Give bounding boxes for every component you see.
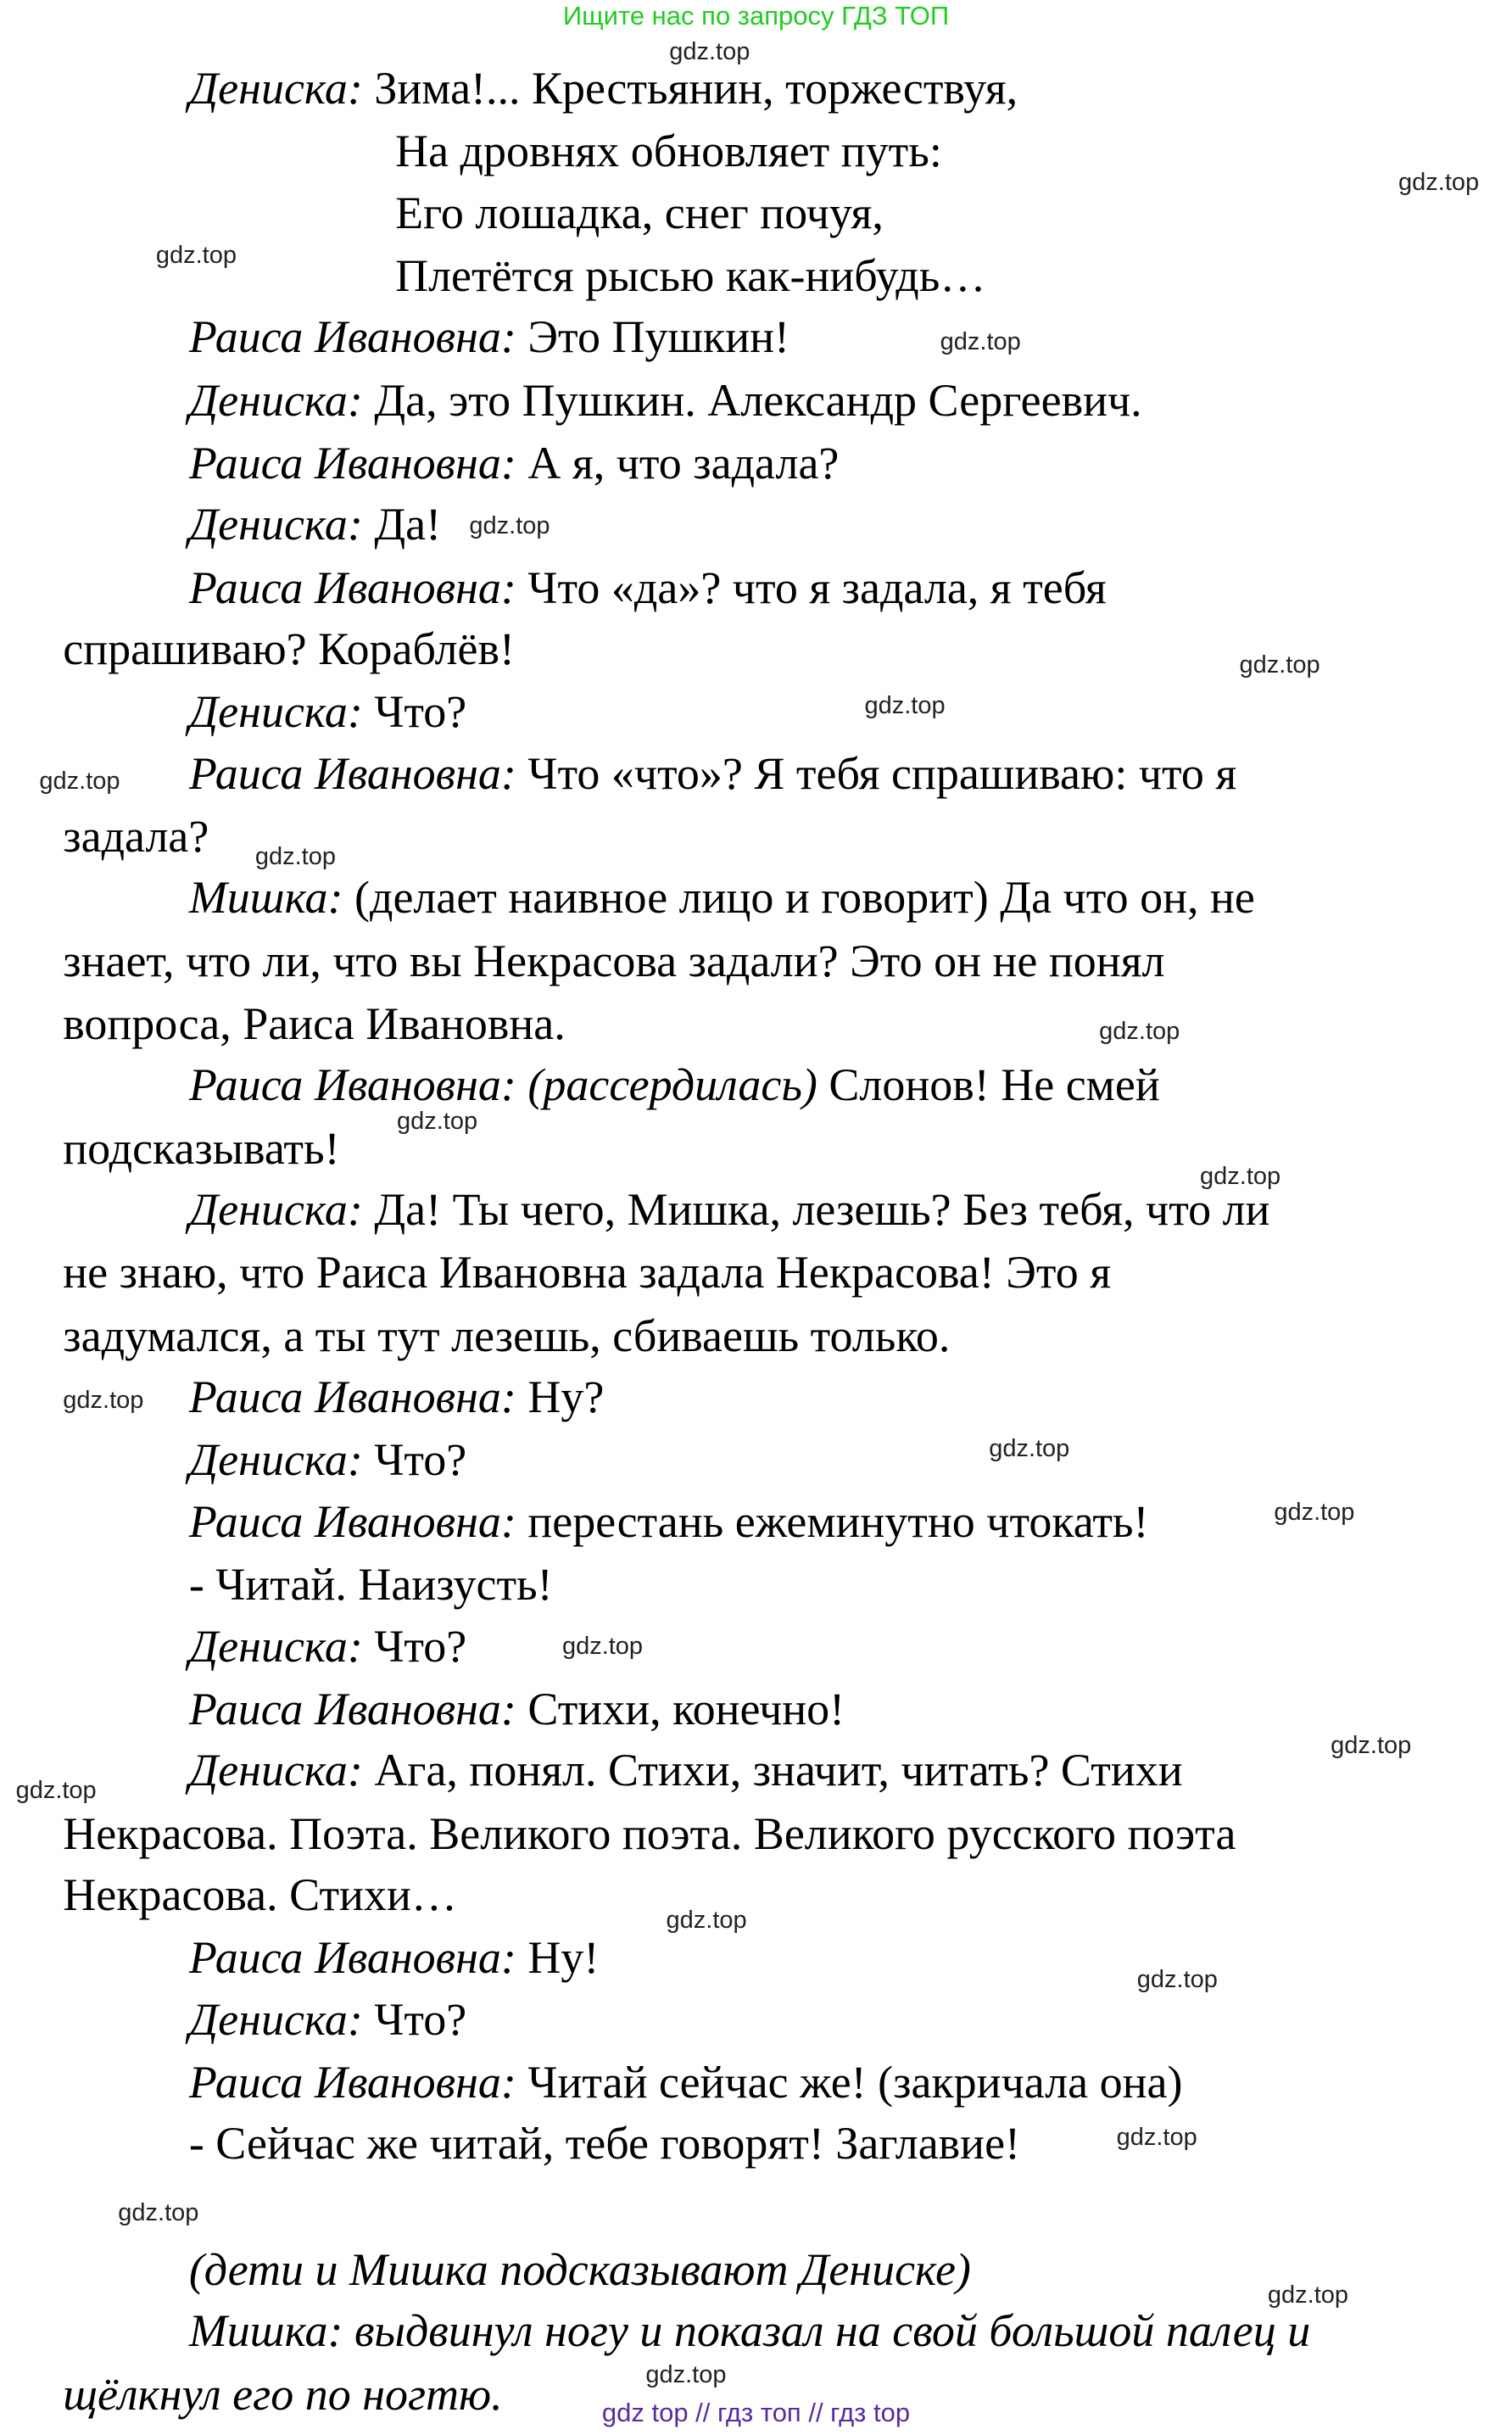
line-text: Что «да»? что я задала, я тебя (516, 561, 1107, 613)
line-text: Да, это Пушкин. Александр Сергеевич. (362, 374, 1142, 426)
text-line (189, 1679, 845, 1739)
line-text: Что? (362, 1993, 467, 2045)
text-line (63, 1865, 457, 1924)
watermark: gdz.top (645, 2361, 727, 2389)
line-text: Что? (362, 1620, 467, 1672)
watermark: gdz.top (1267, 2281, 1349, 2309)
line-text: не знаю, что Раиса Ивановна задала Некрасова! Это я (63, 1247, 1112, 1298)
footer-links[interactable]: gdz top // гдз топ // гдз top (601, 2398, 911, 2427)
speaker-label: Раиса Ивановна: (188, 437, 516, 489)
line-text: Зима!... Крестьянин, торжествуя, (362, 62, 1018, 114)
line-text: Да! Ты чего, Мишка, лезешь? Без тебя, что ли (362, 1184, 1270, 1236)
text-line (189, 1990, 466, 2049)
text-line (189, 2114, 1020, 2173)
line-text: На дровнях обновляет путь: (395, 126, 942, 177)
speaker-label: Раиса Ивановна: (188, 311, 516, 363)
watermark: gdz.top (396, 1108, 478, 1136)
text-line (63, 1804, 1236, 1863)
text-line (395, 183, 884, 243)
speaker-label: Раиса Ивановна: (188, 1371, 516, 1423)
line-text: Плетётся рысью как-нибудь… (395, 249, 986, 301)
line-text: Это Пушкин! (516, 311, 790, 363)
text-line (189, 1055, 1160, 1114)
line-text: Слонов! Не смей (817, 1059, 1160, 1111)
text-line (189, 868, 1255, 927)
line-text: Некрасова. Стихи… (63, 1868, 457, 1920)
text-line (63, 1306, 950, 1365)
search-banner: Ищите нас по запросу ГДЗ ТОП (562, 1, 950, 31)
text-line (189, 558, 1107, 617)
line-text: Ага, понял. Стихи, значит, читать? Стихи (362, 1745, 1183, 1796)
watermark: gdz.top (15, 1777, 97, 1805)
speaker-label: щёлкнул его по ногтю. (63, 2368, 503, 2420)
watermark: gdz.top (561, 1632, 644, 1660)
watermark: gdz.top (39, 768, 120, 796)
watermark: gdz.top (1398, 169, 1480, 197)
speaker-label: (дети и Мишка подсказывают Дениске) (188, 2243, 971, 2295)
speaker-label: Дениска: (188, 1745, 363, 1796)
speaker-label: Раиса Ивановна: (188, 1932, 516, 1984)
text-line (189, 59, 1018, 118)
line-text: Читай сейчас же! (закричала она) (516, 2056, 1183, 2108)
line-text: Что «что»? Я тебя спрашиваю: что я (516, 747, 1237, 799)
line-text: подсказывать! (63, 1122, 340, 1174)
text-line (189, 1367, 605, 1427)
speaker-label: Дениска: (188, 1184, 363, 1236)
text-line (189, 494, 441, 554)
speaker-label: Раиса Ивановна: (рассердилась) (188, 1059, 817, 1111)
speaker-label: Мишка: выдвинул ногу и показал на свой большой палец и (188, 2305, 1311, 2357)
watermark: gdz.top (254, 843, 336, 871)
line-text: Стихи, конечно! (516, 1683, 845, 1734)
line-text: Некрасова. Поэта. Великого поэта. Великого русского поэта (63, 1807, 1236, 1859)
line-text: Ну! (516, 1932, 600, 1984)
watermark: gdz.top (666, 1906, 747, 1934)
line-text: - Читай. Наизусть! (188, 1559, 553, 1611)
line-text: А я, что задала? (516, 437, 840, 489)
text-line (189, 1555, 553, 1614)
text-line (189, 1617, 466, 1676)
speaker-label: Раиса Ивановна: (188, 1495, 516, 1547)
line-text: Что? (362, 686, 467, 738)
text-line (63, 619, 515, 679)
text-line (63, 1119, 339, 1178)
text-line (189, 2301, 1310, 2360)
watermark: gdz.top (1239, 651, 1320, 679)
text-line (189, 744, 1236, 803)
speaker-label: Дениска: (188, 1993, 363, 2045)
watermark: gdz.top (1136, 1966, 1218, 1994)
watermark: gdz.top (989, 1435, 1070, 1463)
line-text: вопроса, Раиса Ивановна. (63, 998, 566, 1050)
watermark: gdz.top (118, 2199, 199, 2227)
watermark: gdz.top (940, 327, 1021, 355)
watermark: gdz.top (469, 512, 550, 540)
text-line (395, 246, 985, 305)
watermark: gdz.top (1116, 2123, 1197, 2151)
watermark: gdz.top (669, 38, 750, 66)
watermark: gdz.top (1200, 1163, 1281, 1191)
text-line (189, 1430, 466, 1489)
text-line (189, 1928, 600, 1987)
watermark: gdz.top (1274, 1498, 1355, 1526)
text-line (189, 1492, 1149, 1551)
speaker-label: Дениска: (188, 1434, 363, 1486)
speaker-label: Дениска: (188, 686, 363, 738)
text-line (189, 1180, 1270, 1239)
line-text: Ну? (516, 1371, 605, 1423)
speaker-label: Дениска: (188, 1620, 363, 1672)
speaker-label: Раиса Ивановна: (188, 1683, 516, 1734)
text-line (189, 371, 1142, 430)
speaker-label: Мишка: (188, 872, 343, 924)
line-text: перестань ежеминутно чтокать! (516, 1495, 1149, 1547)
watermark: gdz.top (1331, 1731, 1412, 1759)
line-text: спрашиваю? Кораблёв! (63, 623, 515, 675)
line-text: знает, что ли, что вы Некрасова задали? Это он не понял (63, 935, 1165, 986)
text-line (189, 2052, 1183, 2112)
line-text: Да! (362, 499, 442, 550)
text-line (63, 807, 209, 866)
text-line (63, 1243, 1111, 1302)
text-line (189, 2240, 971, 2299)
speaker-label: Дениска: (188, 62, 363, 114)
text-line (63, 994, 565, 1053)
text-line (189, 682, 466, 741)
speaker-label: Дениска: (188, 374, 363, 426)
watermark: gdz.top (1099, 1018, 1180, 1046)
text-line (189, 433, 840, 493)
speaker-label: Раиса Ивановна: (188, 561, 516, 613)
line-text: (делает наивное лицо и говорит) Да что он, не (343, 872, 1255, 924)
line-text: Его лошадка, снег почуя, (395, 187, 884, 238)
text-line (63, 931, 1164, 991)
line-text: Что? (362, 1434, 467, 1486)
speaker-label: Раиса Ивановна: (188, 2056, 516, 2108)
line-text: задумался, а ты тут лезешь, сбиваешь только. (63, 1310, 951, 1361)
text-line (189, 307, 789, 366)
watermark: gdz.top (155, 241, 237, 269)
text-line (189, 1740, 1183, 1800)
line-text: задала? (63, 811, 209, 863)
watermark: gdz.top (63, 1386, 144, 1414)
watermark: gdz.top (864, 691, 946, 719)
speaker-label: Дениска: (188, 499, 363, 550)
text-line (395, 121, 942, 181)
line-text: - Сейчас же читай, тебе говорят! Заглавие! (188, 2118, 1021, 2170)
speaker-label: Раиса Ивановна: (188, 747, 516, 799)
